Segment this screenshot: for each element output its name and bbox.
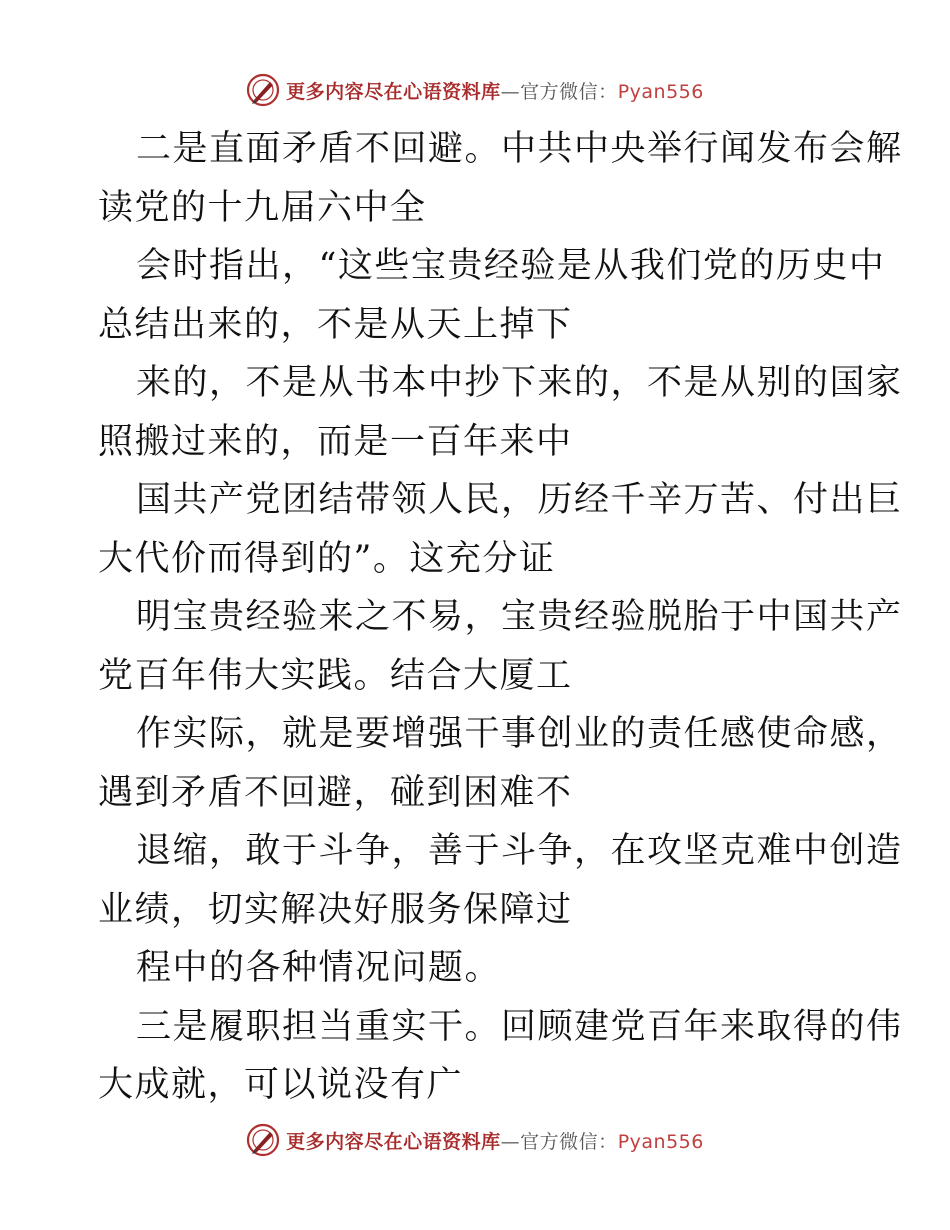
text-line: 程中的各种情况问题。 xyxy=(136,948,502,988)
watermark-brand: 更多内容尽在心语资料库 xyxy=(286,80,501,103)
text-line: 三是履职担当重实干。回顾建党百年来取得的伟 xyxy=(136,1006,903,1047)
text-line: 明宝贵经验来之不易，宝贵经验脱胎于中国共产 xyxy=(136,597,903,637)
text-line: 党百年伟大实践。结合大厦工 xyxy=(98,655,573,696)
document-body xyxy=(98,120,903,1115)
text-line: 来的，不是从书本中抄下来的，不是从别的国家 xyxy=(136,363,903,403)
text-line: 退缩，敢于斗争，善于斗争，在攻坚克难中创造 xyxy=(136,831,903,871)
watermark-wechat-id: Pyan556 xyxy=(617,1130,704,1153)
text-line: 作实际，就是要增强干事创业的责任感使命感， xyxy=(136,714,903,754)
watermark-dash: — xyxy=(500,80,521,103)
text-line: 二是直面矛盾不回避。中共中央举行闻发布会解 xyxy=(136,129,903,169)
text-line: 国共产党团结带领人民，历经千辛万苦、付出巨 xyxy=(136,480,903,520)
watermark-dash: — xyxy=(500,1130,521,1153)
pen-logo-icon xyxy=(246,73,280,107)
text-line: 大成就，可以说没有广 xyxy=(98,1065,464,1105)
watermark-text xyxy=(286,77,704,104)
text-line: 遇到矛盾不回避，碰到困难不 xyxy=(98,772,573,813)
pen-logo-icon xyxy=(246,1123,280,1157)
text-line: 业绩，切实解决好服务保障过 xyxy=(98,889,573,930)
header-watermark xyxy=(0,70,950,110)
text-line: 读党的十九届六中全 xyxy=(98,187,427,228)
watermark-wechat-label: 官方微信： xyxy=(520,1130,618,1153)
watermark-wechat-id: Pyan556 xyxy=(617,80,704,103)
text-line: 大代价而得到的”。这充分证 xyxy=(98,538,556,579)
watermark-brand: 更多内容尽在心语资料库 xyxy=(286,1130,501,1153)
watermark-text xyxy=(286,1127,704,1154)
text-line: 总结出来的，不是从天上掉下 xyxy=(98,304,573,345)
footer-watermark xyxy=(0,1120,950,1160)
text-line: 会时指出，“这些宝贵经验是从我们党的历史中 xyxy=(136,246,886,286)
text-line: 照搬过来的，而是一百年来中 xyxy=(98,421,573,462)
watermark-wechat-label: 官方微信： xyxy=(520,80,618,103)
